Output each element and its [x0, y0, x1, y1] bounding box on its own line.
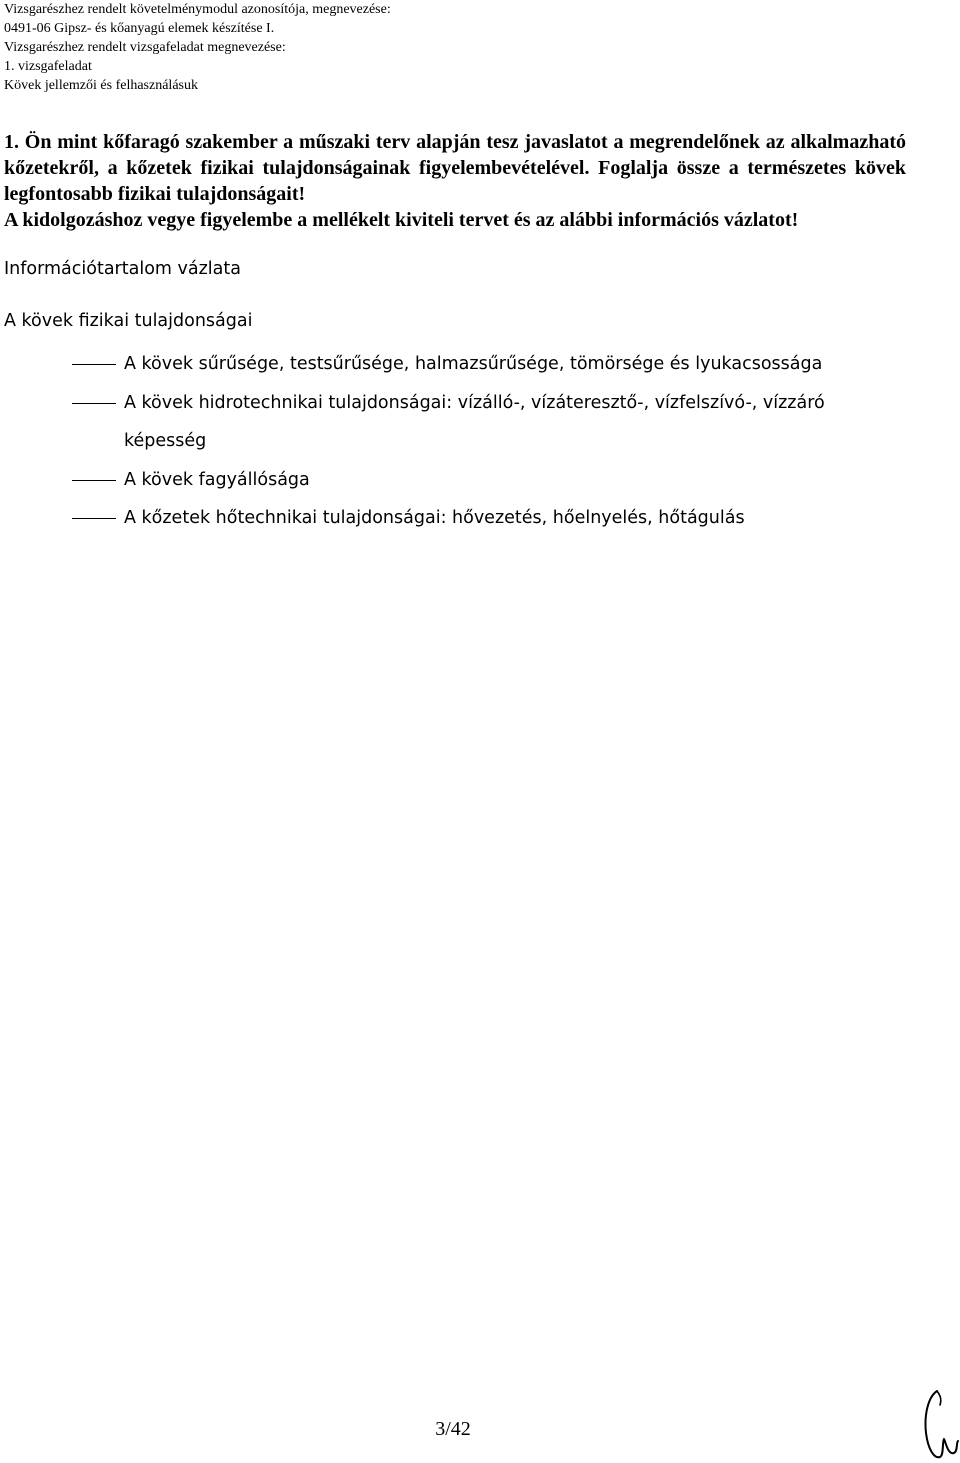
list-item — [0, 461, 904, 500]
header-module-name: 0491-06 Gipsz- és kőanyagú elemek készítése I. — [4, 21, 275, 36]
list-item — [0, 384, 904, 461]
outline-list — [0, 345, 960, 538]
list-item — [0, 345, 904, 384]
outline-title: Információtartalom vázlata — [4, 259, 241, 279]
page-number: 3/42 — [435, 1418, 471, 1440]
header-task-label: Vizsgarészhez rendelt vizsgafeladat megnevezése: — [4, 40, 286, 55]
task-instruction: A kidolgozáshoz vegye figyelembe a mellékelt kiviteli tervet és az alábbi információs vázlatot! — [4, 209, 799, 231]
signature-icon — [916, 1385, 960, 1463]
list-item-text: A kövek fagyállósága — [124, 469, 310, 490]
list-item — [0, 499, 904, 538]
dash-bullet-icon — [72, 364, 116, 365]
header-task-name: Kövek jellemzői és felhasználásuk — [4, 78, 198, 93]
dash-bullet-icon — [72, 480, 116, 481]
header-task-number: 1. vizsgafeladat — [4, 59, 92, 74]
dash-bullet-icon — [72, 403, 116, 404]
list-item-text: A kövek sűrűsége, testsűrűsége, halmazsűrűsége, tömörsége és lyukacsossága — [124, 354, 823, 374]
task-intro: 1. Ön mint kőfaragó szakember a műszaki terv alapján tesz javaslatot a megrendelőnek az alkalmazható kőzetekről, a kőzetek fizikai tulajdonságainak figyelembevételével. Foglalja össze a természetes kövek legfontosabb fizikai tulajdonságait! — [4, 131, 906, 205]
header-module-label: Vizsgarészhez rendelt követelménymodul azonosítója, megnevezése: — [4, 2, 391, 17]
list-item-text: A kőzetek hőtechnikai tulajdonságai: hővezetés, hőelnyelés, hőtágulás — [124, 508, 745, 528]
task-description — [4, 129, 906, 233]
list-item-text: A kövek hidrotechnikai tulajdonságai: vízálló-, vízáteresztő-, vízfelszívó-, vízzáró képesség — [124, 392, 825, 451]
outline-subject: A kövek fizikai tulajdonságai — [4, 311, 253, 331]
document-header — [4, 0, 391, 95]
dash-bullet-icon — [72, 518, 116, 519]
